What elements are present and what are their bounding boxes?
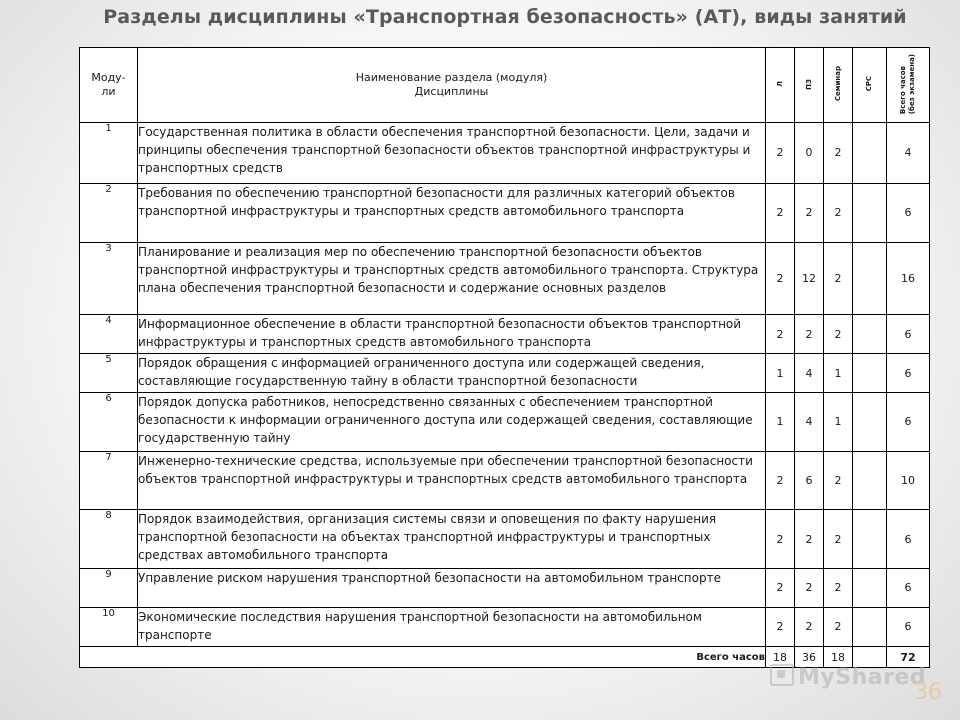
row-number: 4 xyxy=(80,315,138,354)
row-number: 3 xyxy=(80,243,138,315)
table-row xyxy=(80,393,930,452)
row-seminar: 2 xyxy=(824,123,853,184)
header-srs: СРС xyxy=(853,48,887,123)
row-total-hours: 10 xyxy=(887,451,930,510)
table-row xyxy=(80,510,930,569)
row-seminar: 2 xyxy=(824,315,853,354)
row-section-name: Информационное обеспечение в области транспортной безопасности объектов транспортной инфраструктуры и транспортных средств автомобильного транспорта xyxy=(138,315,766,354)
row-lectures: 2 xyxy=(766,568,795,607)
row-section-name: Порядок допуска работников, непосредственно связанных с обеспечением транспортной безопасности к информации ограниченного доступа или содержащей сведения, составляющие государственную тайну xyxy=(138,393,766,452)
row-number: 5 xyxy=(80,354,138,393)
header-total-hours xyxy=(887,48,930,123)
header-practice: ПЗ xyxy=(795,48,824,123)
header-total-line2: (без экзамена) xyxy=(908,53,916,115)
row-seminar: 2 xyxy=(824,568,853,607)
row-lectures: 2 xyxy=(766,243,795,315)
row-practice: 2 xyxy=(795,568,824,607)
totals-seminar: 18 xyxy=(824,647,853,668)
row-practice: 4 xyxy=(795,393,824,452)
table-row xyxy=(80,243,930,315)
row-srs xyxy=(853,183,887,243)
row-lectures: 1 xyxy=(766,393,795,452)
row-srs xyxy=(853,568,887,607)
page-number: 36 xyxy=(914,680,942,705)
row-total-hours: 4 xyxy=(887,123,930,184)
row-total-hours: 6 xyxy=(887,510,930,569)
table-row xyxy=(80,123,930,184)
header-section-name-line1: Наименование раздела (модуля) xyxy=(355,71,548,84)
totals-total-hours: 72 xyxy=(887,647,930,668)
row-srs xyxy=(853,393,887,452)
header-total-line1: Всего часов xyxy=(899,66,907,115)
row-seminar: 2 xyxy=(824,243,853,315)
watermark-text: MyShared xyxy=(798,665,927,690)
header-section-name xyxy=(138,48,766,123)
table-row xyxy=(80,315,930,354)
row-total-hours: 6 xyxy=(887,393,930,452)
row-section-name: Экономические последствия нарушения транспортной безопасности на автомобильном транспорте xyxy=(138,607,766,646)
row-total-hours: 6 xyxy=(887,315,930,354)
row-practice: 2 xyxy=(795,315,824,354)
row-lectures: 2 xyxy=(766,607,795,646)
disciplines-table xyxy=(79,47,930,668)
row-lectures: 2 xyxy=(766,451,795,510)
row-srs xyxy=(853,354,887,393)
totals-practice: 36 xyxy=(795,647,824,668)
row-section-name: Порядок обращения с информацией ограниченного доступа или содержащей сведения, составляющие государственную тайну в области транспортной безопасности xyxy=(138,354,766,393)
header-section-name-line2: Дисциплины xyxy=(414,85,489,98)
row-srs xyxy=(853,315,887,354)
slide-title: Разделы дисциплины «Транспортная безопасность» (АТ), виды занятий xyxy=(103,6,907,28)
row-seminar: 1 xyxy=(824,354,853,393)
table-row xyxy=(80,451,930,510)
row-practice: 2 xyxy=(795,510,824,569)
row-section-name: Порядок взаимодействия, организация системы связи и оповещения по факту нарушения транспортной безопасности на объектах транспортной инфраструктуры и транспортных средствах автомобильного транспорта xyxy=(138,510,766,569)
row-section-name: Требования по обеспечению транспортной безопасности для различных категорий объектов транспортной инфраструктуры и транспортных средств автомобильного транспорта xyxy=(138,183,766,243)
row-lectures: 2 xyxy=(766,315,795,354)
row-total-hours: 6 xyxy=(887,607,930,646)
row-srs xyxy=(853,243,887,315)
row-seminar: 1 xyxy=(824,393,853,452)
row-total-hours: 6 xyxy=(887,568,930,607)
row-srs xyxy=(853,510,887,569)
row-number: 1 xyxy=(80,123,138,184)
row-srs xyxy=(853,607,887,646)
table-row xyxy=(80,354,930,393)
presentation-icon xyxy=(770,664,794,686)
row-section-name: Инженерно-технические средства, используемые при обеспечении транспортной безопасности объектов транспортной инфраструктуры и транспортных средств автомобильного транспорта xyxy=(138,451,766,510)
row-lectures: 2 xyxy=(766,123,795,184)
row-lectures: 2 xyxy=(766,510,795,569)
header-seminar: Семинар xyxy=(824,48,853,123)
table-row xyxy=(80,568,930,607)
table-row xyxy=(80,183,930,243)
header-lectures: Л xyxy=(766,48,795,123)
totals-label: Всего часов xyxy=(80,647,766,668)
row-practice: 0 xyxy=(795,123,824,184)
row-number: 8 xyxy=(80,510,138,569)
row-total-hours: 6 xyxy=(887,354,930,393)
row-number: 6 xyxy=(80,393,138,452)
row-total-hours: 6 xyxy=(887,183,930,243)
row-total-hours: 16 xyxy=(887,243,930,315)
row-section-name: Государственная политика в области обеспечения транспортной безопасности. Цели, задачи и принципы обеспечения транспортной безопасности объектов транспортной инфраструктуры и транспортных средств xyxy=(138,123,766,184)
row-number: 9 xyxy=(80,568,138,607)
row-section-name: Планирование и реализация мер по обеспечению транспортной безопасности объектов транспортной инфраструктуры и транспортных средств автомобильного транспорта. Структура плана обеспечения транспортной безопасности и содержание основных разделов xyxy=(138,243,766,315)
row-practice: 2 xyxy=(795,607,824,646)
row-srs xyxy=(853,123,887,184)
row-practice: 4 xyxy=(795,354,824,393)
totals-lectures: 18 xyxy=(766,647,795,668)
row-number: 7 xyxy=(80,451,138,510)
row-lectures: 2 xyxy=(766,183,795,243)
row-practice: 12 xyxy=(795,243,824,315)
watermark-logo xyxy=(770,664,926,690)
header-module: Моду- ли xyxy=(80,48,138,123)
row-srs xyxy=(853,451,887,510)
row-lectures: 1 xyxy=(766,354,795,393)
row-practice: 2 xyxy=(795,183,824,243)
row-seminar: 2 xyxy=(824,451,853,510)
row-seminar: 2 xyxy=(824,607,853,646)
table-header-row xyxy=(80,48,930,123)
row-section-name: Управление риском нарушения транспортной безопасности на автомобильном транспорте xyxy=(138,568,766,607)
table-row xyxy=(80,607,930,646)
row-practice: 6 xyxy=(795,451,824,510)
row-number: 2 xyxy=(80,183,138,243)
row-number: 10 xyxy=(80,607,138,646)
row-seminar: 2 xyxy=(824,510,853,569)
row-seminar: 2 xyxy=(824,183,853,243)
